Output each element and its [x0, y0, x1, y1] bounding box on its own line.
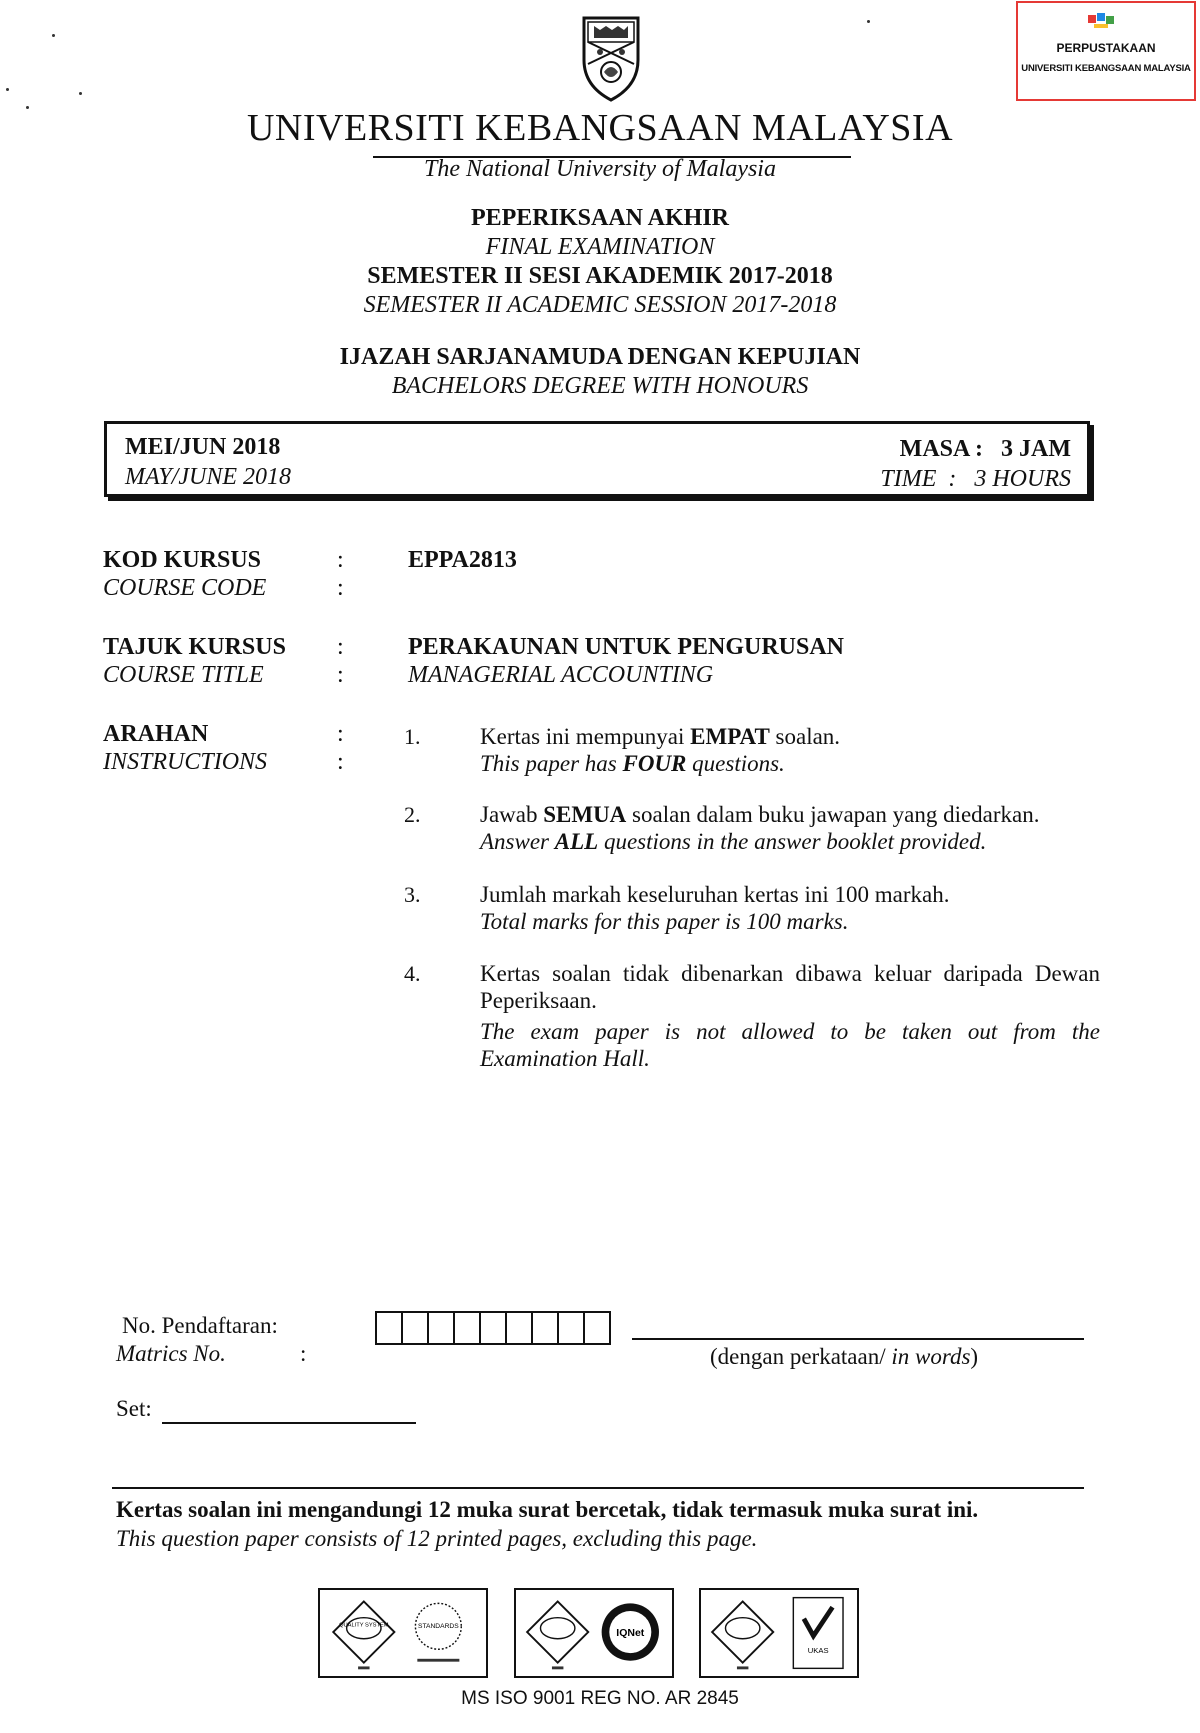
matric-digit-box[interactable] — [455, 1313, 481, 1343]
page-count-ms: Kertas soalan ini mengandungi 12 muka surat bercetak, tidak termasuk muka surat ini. — [116, 1497, 979, 1522]
course-title-label-ms: TAJUK KURSUS — [103, 634, 286, 660]
instruction-number: 4. — [404, 961, 421, 986]
colon: : — [337, 662, 344, 688]
quality-system-iqnet-icon — [516, 1590, 672, 1676]
matric-digit-box[interactable] — [559, 1313, 585, 1343]
quality-system-text: QUALITY SYSTEM — [339, 1622, 389, 1629]
semester-en: SEMESTER II ACADEMIC SESSION 2017-2018 — [363, 292, 837, 318]
in-words-label-en: in words — [891, 1344, 971, 1369]
matric-digit-box[interactable] — [585, 1313, 609, 1343]
university-crest-logo — [576, 14, 646, 104]
instruction-text: soalan. — [769, 724, 841, 749]
course-title-label-en: COURSE TITLE — [103, 662, 264, 688]
colon: : — [337, 547, 344, 573]
course-title-value-en: MANAGERIAL ACCOUNTING — [408, 662, 714, 688]
library-stamp — [1016, 1, 1196, 101]
matric-digit-box[interactable] — [377, 1313, 403, 1343]
instructions-label-ms: ARAHAN — [103, 721, 209, 747]
instruction-text: soalan dalam buku jawapan yang diedarkan. — [626, 802, 1040, 827]
instruction-text: questions. — [686, 751, 785, 776]
in-words-label-ms: (dengan perkataan/ — [710, 1344, 892, 1369]
university-subtitle: The National University of Malaysia — [424, 156, 776, 182]
degree-ms: IJAZAH SARJANAMUDA DENGAN KEPUJIAN — [339, 344, 861, 370]
library-stamp-line1: PERPUSTAKAAN — [1056, 41, 1156, 55]
instruction-text: Kertas ini mempunyai — [480, 724, 691, 749]
instruction-text: Answer — [480, 829, 555, 854]
iso-registration: MS ISO 9001 REG NO. AR 2845 — [461, 1688, 739, 1709]
exam-title-ms: PEPERIKSAAN AKHIR — [470, 205, 730, 231]
scan-speck — [867, 20, 870, 23]
standards-text: STANDARDS — [418, 1623, 459, 1631]
instruction-emphasis: FOUR — [622, 751, 687, 776]
colon: : — [337, 749, 344, 775]
exam-duration-en: TIME : 3 HOURS — [880, 466, 1071, 492]
instruction-4-ms-line1: Kertas soalan tidak dibenarkan dibawa keluar daripada Dewan — [480, 961, 1100, 986]
matric-digit-box[interactable] — [481, 1313, 507, 1343]
matric-in-words-line[interactable] — [632, 1338, 1084, 1340]
matric-digit-box[interactable] — [507, 1313, 533, 1343]
library-logo-icon — [1086, 11, 1116, 35]
set-line[interactable] — [162, 1422, 416, 1424]
matric-in-words-label — [710, 1344, 978, 1370]
instruction-emphasis: SEMUA — [543, 802, 627, 827]
quality-system-ukas-icon — [701, 1590, 857, 1676]
instruction-number: 1. — [404, 724, 421, 749]
exam-date-time-box — [104, 421, 1090, 497]
instruction-3-en: Total marks for this paper is 100 marks. — [480, 909, 849, 934]
in-words-label-close: ) — [970, 1344, 979, 1369]
instruction-4-en-line1: The exam paper is not allowed to be taken out from the — [480, 1019, 1100, 1044]
course-code-label-en: COURSE CODE — [103, 575, 267, 601]
course-title-value-ms: PERAKAUNAN UNTUK PENGURUSAN — [408, 634, 845, 660]
exam-duration — [880, 434, 1071, 494]
iqnet-text: IQNet — [616, 1626, 645, 1639]
instruction-2-ms — [480, 801, 1100, 828]
exam-date-en: MAY/JUNE 2018 — [125, 464, 291, 490]
colon: : — [337, 575, 344, 601]
ukas-text: UKAS — [807, 1646, 829, 1656]
matric-digit-box[interactable] — [403, 1313, 429, 1343]
page-count-en: This question paper consists of 12 printed pages, excluding this page. — [116, 1526, 758, 1551]
instruction-4-en-line2: Examination Hall. — [480, 1046, 650, 1071]
exam-date-ms: MEI/JUN 2018 — [125, 434, 281, 460]
set-label: Set: — [116, 1396, 152, 1421]
university-name — [0, 106, 1200, 150]
university-name-text: UNIVERSITI KEBANGSAAN MALAYSIA — [246, 107, 954, 149]
footer-rule — [112, 1487, 1084, 1489]
instruction-number: 3. — [404, 882, 421, 907]
instruction-1-ms — [480, 723, 1100, 750]
matric-label-ms: No. Pendaftaran: — [122, 1313, 278, 1338]
colon: : — [337, 721, 344, 747]
certification-logo-group-3 — [699, 1588, 859, 1678]
instruction-4-ms-line2: Peperiksaan. — [480, 988, 597, 1013]
instruction-3-ms: Jumlah markah keseluruhan kertas ini 100 markah. — [480, 882, 950, 907]
instruction-emphasis: EMPAT — [690, 724, 770, 749]
semester-ms: SEMESTER II SESI AKADEMIK 2017-2018 — [367, 263, 833, 289]
course-code-label-ms: KOD KURSUS — [103, 547, 262, 573]
instruction-2-en — [480, 828, 1100, 855]
scan-speck — [79, 92, 82, 95]
course-code-value: EPPA2813 — [408, 547, 517, 573]
instruction-text: This paper has — [480, 751, 623, 776]
scan-speck — [6, 88, 9, 91]
certification-logo-group-2 — [514, 1588, 674, 1678]
scan-speck — [52, 34, 55, 37]
instruction-number: 2. — [404, 802, 421, 827]
instruction-1-en — [480, 750, 1100, 777]
exam-duration-ms: MASA : 3 JAM — [899, 436, 1071, 462]
matric-digit-box[interactable] — [429, 1313, 455, 1343]
matric-digit-box[interactable] — [533, 1313, 559, 1343]
instruction-text: questions in the answer booklet provided. — [598, 829, 987, 854]
colon: : — [337, 634, 344, 660]
certification-logo-group-1 — [318, 1588, 488, 1678]
library-stamp-line2: UNIVERSITI KEBANGSAAN MALAYSIA — [1021, 63, 1191, 74]
instruction-text: Jawab — [480, 802, 544, 827]
instruction-emphasis: ALL — [554, 829, 599, 854]
quality-system-standards-icon — [320, 1590, 486, 1676]
matric-label-en: Matrics No. — [116, 1341, 226, 1366]
colon: : — [300, 1341, 307, 1366]
exam-title-en: FINAL EXAMINATION — [485, 234, 715, 260]
exam-date — [125, 432, 291, 492]
instructions-label-en: INSTRUCTIONS — [103, 749, 268, 775]
matric-number-boxes[interactable] — [375, 1311, 611, 1345]
degree-en: BACHELORS DEGREE WITH HONOURS — [391, 373, 809, 399]
